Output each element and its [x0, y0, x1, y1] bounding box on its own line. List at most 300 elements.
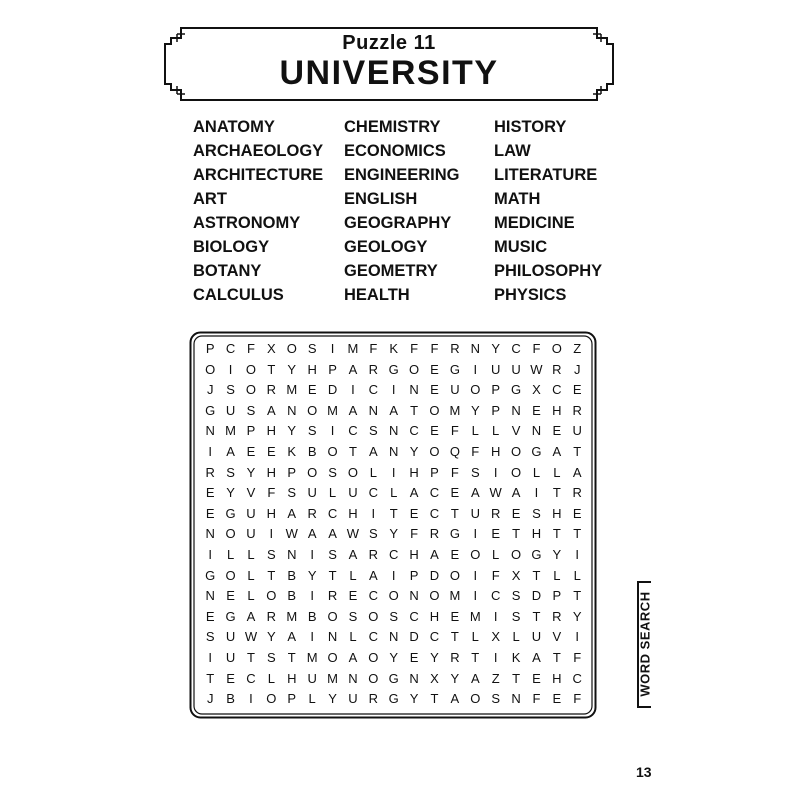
grid-letter[interactable]: L — [226, 546, 235, 562]
grid-letter[interactable]: E — [409, 505, 419, 521]
grid-letter[interactable]: F — [573, 649, 582, 665]
grid-letter[interactable]: I — [575, 546, 580, 562]
grid-letter[interactable]: F — [410, 526, 419, 542]
grid-letter[interactable]: I — [473, 567, 478, 583]
grid-letter[interactable]: E — [511, 505, 521, 521]
grid-letter[interactable]: F — [247, 341, 255, 356]
grid-letter[interactable]: N — [287, 402, 297, 418]
grid-letter[interactable]: B — [226, 691, 235, 707]
grid-letter[interactable]: M — [469, 608, 481, 624]
grid-letter[interactable]: N — [368, 402, 379, 418]
grid-letter[interactable]: G — [388, 691, 399, 707]
grid-letter[interactable]: D — [531, 588, 542, 604]
grid-letter[interactable]: C — [490, 588, 501, 604]
grid-letter[interactable]: Y — [267, 629, 276, 645]
grid-letter[interactable]: A — [511, 485, 521, 501]
grid-letter[interactable]: O — [510, 464, 522, 480]
grid-letter[interactable]: F — [450, 464, 459, 480]
grid-letter[interactable]: F — [491, 567, 500, 583]
grid-letter[interactable]: I — [310, 588, 314, 604]
grid-letter[interactable]: O — [470, 691, 481, 707]
grid-letter[interactable]: T — [389, 505, 398, 521]
grid-letter[interactable]: F — [430, 341, 439, 356]
grid-letter[interactable]: T — [348, 443, 357, 459]
grid-letter[interactable]: K — [389, 341, 399, 356]
grid-letter[interactable]: L — [573, 567, 581, 583]
grid-letter[interactable]: C — [327, 505, 338, 521]
grid-letter[interactable]: O — [245, 382, 257, 398]
grid-letter[interactable]: P — [430, 464, 439, 480]
grid-letter[interactable]: M — [286, 382, 298, 398]
grid-letter[interactable]: I — [493, 464, 498, 480]
grid-letter[interactable]: N — [205, 526, 215, 542]
grid-letter[interactable]: O — [429, 443, 440, 459]
grid-letter[interactable]: Y — [226, 485, 235, 501]
grid-letter[interactable]: O — [429, 402, 440, 418]
grid-letter[interactable]: X — [511, 567, 521, 583]
grid-letter[interactable]: D — [429, 567, 440, 583]
grid-letter[interactable]: I — [351, 382, 355, 398]
grid-letter[interactable]: O — [245, 361, 257, 377]
grid-letter[interactable]: R — [307, 505, 317, 521]
grid-letter[interactable]: E — [532, 670, 541, 686]
grid-letter[interactable]: C — [552, 382, 562, 398]
grid-letter[interactable]: O — [368, 670, 379, 686]
grid-letter[interactable]: A — [348, 402, 358, 418]
grid-letter[interactable]: G — [449, 361, 460, 377]
grid-letter[interactable]: I — [534, 485, 539, 501]
grid-letter[interactable]: O — [510, 443, 522, 459]
grid-letter[interactable]: S — [287, 485, 297, 501]
grid-letter[interactable]: O — [510, 546, 522, 562]
grid-letter[interactable]: I — [228, 361, 233, 377]
grid-letter[interactable]: O — [225, 567, 236, 583]
grid-letter[interactable]: X — [491, 629, 500, 645]
grid-letter[interactable]: G — [510, 382, 522, 398]
grid-letter[interactable]: L — [247, 588, 255, 604]
grid-letter[interactable]: E — [450, 485, 460, 501]
grid-letter[interactable]: O — [470, 382, 481, 398]
grid-letter[interactable]: E — [532, 402, 541, 418]
grid-letter[interactable]: O — [266, 691, 277, 707]
grid-letter[interactable]: W — [285, 526, 298, 542]
grid-letter[interactable]: E — [267, 443, 276, 459]
grid-letter[interactable]: L — [471, 423, 479, 439]
grid-letter[interactable]: I — [310, 629, 314, 645]
grid-letter[interactable]: M — [225, 423, 236, 439]
grid-letter[interactable]: P — [552, 588, 562, 604]
grid-letter[interactable]: L — [492, 546, 500, 562]
grid-letter[interactable]: L — [328, 485, 337, 501]
grid-letter[interactable]: J — [573, 361, 581, 377]
grid-letter[interactable]: L — [390, 485, 398, 501]
grid-letter[interactable]: W — [489, 485, 502, 501]
grid-letter[interactable]: E — [307, 382, 317, 398]
grid-letter[interactable]: A — [572, 464, 582, 480]
grid-letter[interactable]: M — [449, 588, 461, 604]
grid-letter[interactable]: S — [205, 629, 215, 645]
grid-letter[interactable]: A — [226, 443, 235, 459]
grid-letter[interactable]: T — [573, 443, 582, 459]
grid-letter[interactable]: U — [307, 485, 317, 501]
grid-letter[interactable]: E — [205, 505, 215, 521]
grid-letter[interactable]: C — [429, 505, 440, 521]
grid-letter[interactable]: C — [572, 670, 582, 686]
grid-letter[interactable]: F — [573, 691, 582, 707]
grid-letter[interactable]: S — [368, 423, 378, 439]
grid-letter[interactable]: I — [575, 629, 580, 645]
grid-letter[interactable]: A — [409, 485, 419, 501]
grid-letter[interactable]: A — [532, 649, 541, 665]
grid-letter[interactable]: I — [473, 588, 478, 604]
grid-letter[interactable]: C — [511, 341, 521, 356]
grid-letter[interactable]: E — [226, 670, 235, 686]
grid-letter[interactable]: I — [330, 423, 335, 439]
grid-letter[interactable]: T — [552, 649, 561, 665]
grid-letter[interactable]: I — [208, 443, 212, 459]
grid-letter[interactable]: M — [327, 670, 338, 686]
grid-letter[interactable]: H — [348, 505, 358, 521]
grid-letter[interactable]: N — [409, 382, 419, 398]
grid-letter[interactable]: O — [368, 649, 379, 665]
grid-letter[interactable]: R — [266, 382, 277, 398]
grid-letter[interactable]: A — [348, 546, 358, 562]
grid-letter[interactable]: K — [511, 649, 521, 665]
grid-letter[interactable]: A — [430, 546, 439, 562]
grid-letter[interactable]: T — [450, 505, 459, 521]
grid-letter[interactable]: C — [368, 485, 379, 501]
grid-letter[interactable]: N — [409, 670, 419, 686]
grid-letter[interactable]: F — [267, 485, 276, 501]
grid-letter[interactable]: N — [287, 546, 297, 562]
grid-letter[interactable]: G — [531, 443, 542, 459]
grid-letter[interactable]: S — [328, 546, 337, 562]
grid-letter[interactable]: O — [470, 546, 481, 562]
grid-letter[interactable]: T — [573, 526, 582, 542]
grid-letter[interactable]: I — [391, 464, 396, 480]
grid-letter[interactable]: L — [267, 670, 275, 686]
grid-letter[interactable]: I — [269, 526, 274, 542]
grid-letter[interactable]: H — [552, 670, 562, 686]
grid-letter[interactable]: T — [267, 567, 276, 583]
grid-letter[interactable]: C — [389, 546, 399, 562]
grid-letter[interactable]: G — [388, 361, 399, 377]
grid-letter[interactable]: X — [532, 382, 541, 398]
grid-letter[interactable]: H — [409, 546, 419, 562]
grid-letter[interactable]: L — [247, 567, 255, 583]
grid-letter[interactable]: O — [266, 588, 277, 604]
grid-letter[interactable]: A — [267, 402, 276, 418]
grid-letter[interactable]: O — [347, 464, 358, 480]
grid-letter[interactable]: T — [328, 567, 337, 583]
grid-letter[interactable]: W — [244, 629, 258, 645]
grid-letter[interactable]: Y — [470, 402, 480, 418]
grid-letter[interactable]: F — [450, 423, 459, 439]
grid-letter[interactable]: H — [287, 670, 297, 686]
grid-letter[interactable]: H — [429, 608, 440, 624]
grid-letter[interactable]: F — [471, 443, 480, 459]
grid-letter[interactable]: T — [410, 402, 419, 418]
grid-letter[interactable]: N — [205, 423, 215, 439]
grid-letter[interactable]: G — [225, 505, 236, 521]
grid-letter[interactable]: A — [389, 402, 399, 418]
grid-letter[interactable]: Y — [450, 670, 460, 686]
grid-letter[interactable]: E — [552, 691, 562, 707]
grid-letter[interactable]: G — [205, 402, 216, 418]
grid-letter[interactable]: N — [327, 629, 338, 645]
grid-letter[interactable]: O — [327, 443, 338, 459]
grid-letter[interactable]: R — [572, 402, 582, 418]
grid-letter[interactable]: M — [347, 341, 359, 356]
grid-letter[interactable]: R — [368, 546, 379, 562]
grid-letter[interactable]: S — [511, 588, 521, 604]
grid-letter[interactable]: Z — [573, 341, 582, 356]
grid-letter[interactable]: S — [532, 505, 541, 521]
grid-letter[interactable]: N — [389, 443, 399, 459]
grid-letter[interactable]: O — [205, 361, 216, 377]
grid-letter[interactable]: Y — [328, 691, 337, 707]
grid-letter[interactable]: E — [430, 423, 439, 439]
grid-letter[interactable]: L — [553, 464, 561, 480]
grid-letter[interactable]: G — [225, 608, 236, 624]
grid-letter[interactable]: C — [246, 670, 256, 686]
grid-letter[interactable]: T — [450, 629, 459, 645]
grid-letter[interactable]: R — [368, 361, 379, 377]
grid-letter[interactable]: P — [287, 691, 297, 707]
grid-letter[interactable]: U — [246, 526, 256, 542]
grid-letter[interactable]: Y — [389, 649, 399, 665]
grid-letter[interactable]: I — [208, 546, 212, 562]
grid-letter[interactable]: R — [327, 588, 338, 604]
grid-letter[interactable]: I — [493, 649, 498, 665]
grid-letter[interactable]: A — [246, 608, 256, 624]
grid-letter[interactable]: O — [551, 341, 562, 356]
grid-letter[interactable]: B — [307, 608, 317, 624]
grid-letter[interactable]: I — [391, 567, 396, 583]
grid-letter[interactable]: U — [348, 485, 358, 501]
grid-letter[interactable]: I — [330, 341, 335, 356]
grid-letter[interactable]: C — [368, 588, 379, 604]
grid-letter[interactable]: R — [572, 485, 582, 501]
grid-letter[interactable]: U — [470, 505, 480, 521]
grid-letter[interactable]: U — [307, 670, 317, 686]
grid-letter[interactable]: Y — [409, 443, 419, 459]
grid-letter[interactable]: E — [450, 546, 460, 562]
grid-letter[interactable]: A — [368, 567, 378, 583]
grid-letter[interactable]: Y — [246, 464, 256, 480]
grid-letter[interactable]: Y — [572, 608, 582, 624]
grid-letter[interactable]: E — [205, 485, 215, 501]
grid-letter[interactable]: H — [266, 423, 277, 439]
grid-letter[interactable]: O — [327, 649, 338, 665]
grid-letter[interactable]: S — [267, 546, 276, 562]
grid-letter[interactable]: L — [512, 629, 520, 645]
grid-letter[interactable]: S — [307, 341, 317, 356]
grid-letter[interactable]: R — [450, 341, 460, 356]
grid-letter[interactable]: A — [307, 526, 317, 542]
grid-letter[interactable]: U — [490, 361, 501, 377]
grid-letter[interactable]: C — [348, 423, 358, 439]
grid-letter[interactable]: F — [410, 341, 419, 356]
grid-letter[interactable]: S — [389, 608, 399, 624]
grid-letter[interactable]: B — [287, 567, 297, 583]
grid-letter[interactable]: L — [349, 567, 357, 583]
grid-letter[interactable]: S — [226, 382, 235, 398]
grid-letter[interactable]: X — [430, 670, 439, 686]
grid-letter[interactable]: L — [553, 567, 561, 583]
grid-letter[interactable]: D — [409, 629, 419, 645]
grid-letter[interactable]: O — [307, 402, 318, 418]
grid-letter[interactable]: E — [430, 382, 439, 398]
grid-letter[interactable]: P — [246, 423, 256, 439]
grid-letter[interactable]: N — [205, 588, 215, 604]
grid-letter[interactable]: A — [470, 485, 480, 501]
grid-letter[interactable]: A — [348, 361, 358, 377]
grid-letter[interactable]: E — [409, 649, 419, 665]
grid-letter[interactable]: A — [552, 443, 562, 459]
grid-letter[interactable]: M — [327, 402, 338, 418]
grid-letter[interactable]: H — [266, 464, 277, 480]
grid-letter[interactable]: B — [287, 588, 297, 604]
grid-letter[interactable]: A — [287, 505, 297, 521]
grid-letter[interactable]: U — [246, 505, 256, 521]
grid-letter[interactable]: C — [429, 629, 440, 645]
grid-letter[interactable]: E — [572, 382, 582, 398]
grid-letter[interactable]: A — [450, 691, 460, 707]
grid-letter[interactable]: M — [306, 649, 318, 665]
grid-letter[interactable]: T — [206, 670, 215, 686]
grid-letter[interactable]: I — [493, 608, 498, 624]
grid-letter[interactable]: L — [247, 546, 255, 562]
grid-letter[interactable]: R — [368, 691, 379, 707]
grid-letter[interactable]: P — [491, 382, 500, 398]
grid-letter[interactable]: I — [208, 649, 212, 665]
grid-letter[interactable]: T — [267, 361, 276, 377]
grid-letter[interactable]: Y — [409, 691, 419, 707]
grid-letter[interactable]: U — [511, 361, 521, 377]
grid-letter[interactable]: E — [226, 588, 235, 604]
grid-letter[interactable]: T — [287, 649, 296, 665]
grid-letter[interactable]: A — [348, 649, 358, 665]
grid-letter[interactable]: L — [471, 629, 479, 645]
grid-letter[interactable]: Y — [491, 341, 500, 356]
grid-letter[interactable]: G — [531, 546, 542, 562]
grid-letter[interactable]: N — [511, 691, 521, 707]
grid-letter[interactable]: J — [206, 691, 214, 707]
grid-letter[interactable]: E — [348, 588, 358, 604]
grid-letter[interactable]: Y — [287, 423, 297, 439]
grid-letter[interactable]: P — [491, 402, 500, 418]
grid-letter[interactable]: N — [348, 670, 358, 686]
grid-letter[interactable]: E — [205, 608, 215, 624]
grid-letter[interactable]: J — [206, 382, 214, 398]
grid-letter[interactable]: S — [226, 464, 235, 480]
grid-letter[interactable]: R — [490, 505, 501, 521]
grid-letter[interactable]: U — [225, 629, 236, 645]
grid-letter[interactable]: L — [369, 464, 377, 480]
grid-letter[interactable]: O — [327, 608, 338, 624]
grid-letter[interactable]: P — [287, 464, 297, 480]
grid-letter[interactable]: N — [470, 341, 480, 356]
grid-letter[interactable]: C — [429, 485, 440, 501]
grid-letter[interactable]: F — [369, 341, 378, 356]
grid-letter[interactable]: R — [450, 649, 460, 665]
grid-letter[interactable]: S — [511, 608, 521, 624]
grid-letter[interactable]: I — [473, 526, 478, 542]
grid-letter[interactable]: N — [531, 423, 542, 439]
grid-letter[interactable]: O — [307, 464, 318, 480]
grid-letter[interactable]: P — [205, 341, 215, 356]
grid-letter[interactable]: L — [349, 629, 357, 645]
grid-letter[interactable]: H — [531, 526, 542, 542]
grid-letter[interactable]: Q — [449, 443, 460, 459]
grid-letter[interactable]: N — [511, 402, 521, 418]
grid-letter[interactable]: D — [327, 382, 338, 398]
grid-letter[interactable]: O — [429, 588, 440, 604]
grid-letter[interactable]: F — [532, 691, 541, 707]
grid-letter[interactable]: W — [530, 361, 543, 377]
grid-letter[interactable]: P — [409, 567, 419, 583]
grid-letter[interactable]: T — [552, 526, 561, 542]
grid-letter[interactable]: U — [572, 423, 582, 439]
grid-letter[interactable]: O — [388, 588, 399, 604]
grid-letter[interactable]: T — [512, 526, 521, 542]
grid-letter[interactable]: E — [246, 443, 256, 459]
grid-letter[interactable]: H — [490, 443, 501, 459]
grid-letter[interactable]: C — [409, 423, 419, 439]
grid-letter[interactable]: V — [552, 629, 562, 645]
grid-letter[interactable]: E — [491, 526, 500, 542]
grid-letter[interactable]: T — [552, 485, 561, 501]
grid-letter[interactable]: U — [348, 691, 358, 707]
grid-letter[interactable]: S — [470, 464, 480, 480]
grid-letter[interactable]: U — [450, 382, 460, 398]
grid-letter[interactable]: G — [449, 526, 460, 542]
grid-letter[interactable]: R — [552, 361, 562, 377]
grid-letter[interactable]: E — [552, 423, 562, 439]
grid-letter[interactable]: O — [409, 361, 420, 377]
grid-letter[interactable]: T — [532, 567, 541, 583]
grid-letter[interactable]: Y — [307, 567, 317, 583]
grid-letter[interactable]: G — [388, 670, 399, 686]
grid-letter[interactable]: Y — [430, 649, 439, 665]
grid-letter[interactable]: T — [430, 691, 439, 707]
grid-letter[interactable]: L — [532, 464, 541, 480]
grid-letter[interactable]: R — [552, 608, 562, 624]
grid-letter[interactable]: L — [492, 423, 500, 439]
grid-letter[interactable]: C — [368, 382, 379, 398]
grid-letter[interactable]: O — [286, 341, 297, 356]
grid-letter[interactable]: I — [391, 382, 396, 398]
grid-letter[interactable]: Z — [491, 670, 500, 686]
grid-letter[interactable]: H — [409, 464, 419, 480]
grid-letter[interactable]: X — [267, 341, 276, 356]
grid-letter[interactable]: N — [389, 423, 399, 439]
grid-letter[interactable]: A — [287, 629, 297, 645]
grid-letter[interactable]: S — [267, 649, 276, 665]
grid-letter[interactable]: Y — [389, 526, 399, 542]
grid-letter[interactable]: E — [430, 361, 439, 377]
grid-letter[interactable]: O — [449, 567, 460, 583]
grid-letter[interactable]: I — [310, 546, 314, 562]
grid-letter[interactable]: V — [511, 423, 521, 439]
grid-letter[interactable]: Y — [287, 361, 297, 377]
grid-letter[interactable]: I — [473, 361, 478, 377]
grid-letter[interactable]: T — [573, 588, 582, 604]
grid-letter[interactable]: S — [368, 526, 378, 542]
grid-letter[interactable]: S — [328, 464, 337, 480]
grid-letter[interactable]: W — [346, 526, 360, 542]
